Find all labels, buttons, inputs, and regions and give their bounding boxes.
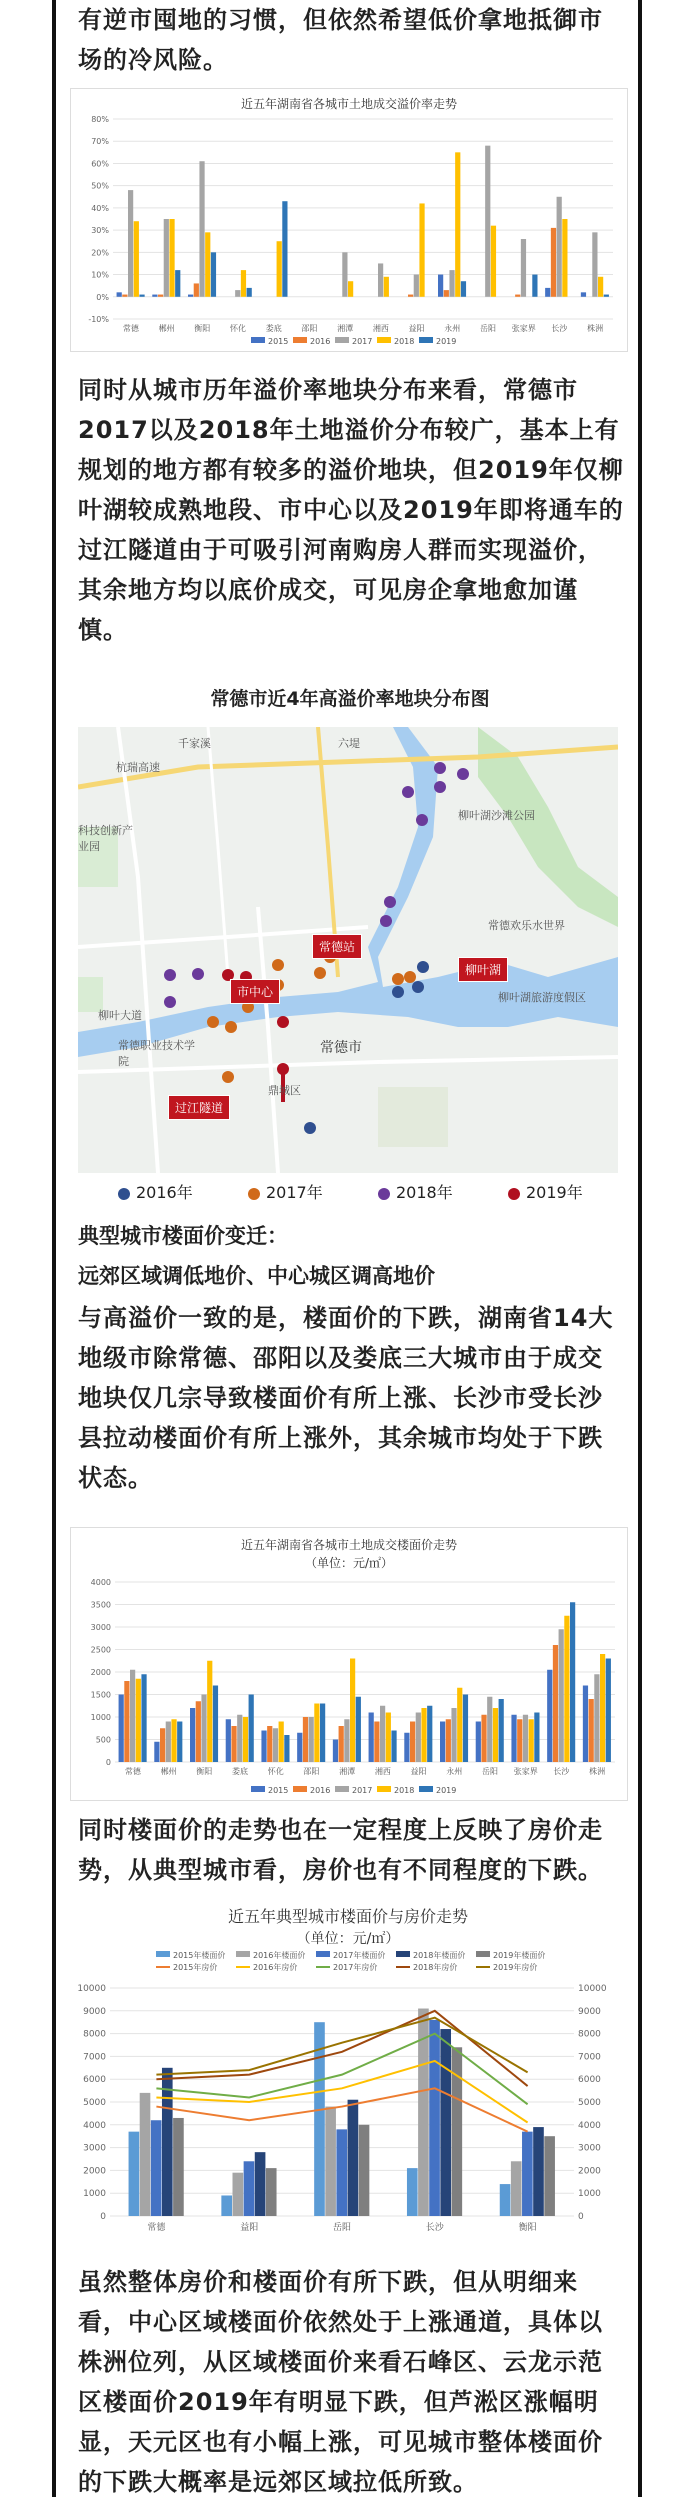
- legend-label: 2016: [310, 337, 331, 346]
- x-tick-label: 湘潭: [337, 324, 354, 333]
- y-tick-label: 2500: [90, 1645, 111, 1655]
- bar: [141, 1674, 146, 1762]
- bar: [446, 1719, 451, 1762]
- x-tick-label: 娄底: [232, 1767, 248, 1776]
- bar: [241, 270, 246, 297]
- legend-label: 2019年房价: [493, 1963, 538, 1972]
- x-tick-label: 怀化: [230, 324, 246, 333]
- bar: [320, 1704, 325, 1763]
- legend-label: 2016年楼面价: [253, 1951, 306, 1960]
- bar: [487, 1697, 492, 1762]
- bar: [247, 288, 252, 297]
- map-place: 杭瑞高速: [116, 761, 160, 774]
- chart-subtitle: （单位：元/㎡）: [296, 1931, 400, 1947]
- bar: [386, 1713, 391, 1763]
- bar: [461, 281, 466, 297]
- x-tick-label: 湘潭: [339, 1767, 356, 1776]
- bar: [481, 1715, 486, 1762]
- legend-item-2019: [508, 1180, 583, 1203]
- legend-swatch: [293, 1786, 307, 1792]
- bar: [158, 295, 163, 297]
- bar: [325, 2107, 336, 2216]
- bar: [205, 232, 210, 296]
- legend-swatch: [476, 1951, 490, 1957]
- x-tick-label: 常德: [122, 324, 139, 333]
- x-tick-label: 岳阳: [480, 324, 496, 333]
- bar: [196, 1701, 201, 1762]
- bar: [140, 2093, 151, 2216]
- bar: [534, 1713, 539, 1763]
- y-tick-label: 4000: [83, 2120, 106, 2131]
- legend-item-2017: [248, 1180, 323, 1203]
- map-place: 常德市: [320, 1040, 362, 1056]
- house-price-chart: [70, 1898, 626, 2240]
- bar: [410, 1722, 415, 1763]
- x-tick-label: 邵阳: [301, 324, 318, 333]
- bar: [235, 290, 240, 297]
- legend-label: 2018年楼面价: [413, 1951, 466, 1960]
- bar: [545, 288, 550, 297]
- y-tick-label: 7000: [83, 2052, 106, 2063]
- bar: [201, 1695, 206, 1763]
- legend-item-2018: [378, 1180, 453, 1203]
- bar: [266, 2168, 277, 2216]
- bar: [500, 2184, 511, 2216]
- heading-1: 典型城市楼面价变迁：: [78, 1224, 288, 1248]
- chart-subtitle: （单位：元/㎡）: [304, 1556, 394, 1570]
- y2-tick-label: 3000: [578, 2143, 601, 2154]
- bar: [604, 295, 609, 297]
- bar: [592, 232, 597, 296]
- bar: [128, 190, 133, 297]
- legend-swatch: [377, 1786, 391, 1792]
- x-tick-label: 湘西: [372, 324, 389, 333]
- legend-label: 2019年楼面价: [493, 1951, 546, 1960]
- map-place: 柳叶湖旅游度假区: [498, 991, 586, 1004]
- map-caption: 常德市近4年高溢价率地块分布图: [210, 688, 490, 710]
- legend-dot: [378, 1188, 390, 1200]
- bar: [243, 1717, 248, 1762]
- x-tick-label: 长沙: [551, 324, 568, 333]
- y-tick-label: 50%: [91, 181, 109, 191]
- y-tick-label: 3000: [90, 1623, 111, 1632]
- x-tick-label: 湘西: [374, 1767, 391, 1776]
- legend-swatch: [293, 337, 307, 343]
- y2-tick-label: 2000: [578, 2166, 601, 2177]
- bar: [226, 1719, 231, 1762]
- bar: [244, 2161, 255, 2216]
- y-tick-label: 1000: [83, 2189, 106, 2200]
- map-place: 柳叶大道: [98, 1009, 142, 1022]
- bar: [130, 1670, 135, 1762]
- x-tick-label: 邵阳: [303, 1767, 320, 1776]
- bar: [231, 1726, 236, 1762]
- legend-swatch: [251, 337, 265, 343]
- y-tick-label: 0%: [96, 292, 109, 302]
- line-series: [156, 2061, 527, 2123]
- bar: [336, 2129, 347, 2216]
- bar: [122, 295, 127, 297]
- bar: [438, 275, 443, 297]
- map-place: 常德欢乐水世界: [488, 919, 565, 932]
- y-tick-label: 60%: [91, 159, 109, 169]
- map-tag-liuye-lake: 柳叶湖: [458, 957, 508, 982]
- bar: [581, 292, 586, 296]
- y-tick-label: 4000: [90, 1578, 111, 1587]
- legend-swatch: [419, 1786, 433, 1792]
- legend-swatch: [419, 337, 433, 343]
- bar: [277, 241, 282, 297]
- bar: [273, 1728, 278, 1762]
- legend-swatch: [156, 1951, 170, 1957]
- bar: [391, 1731, 396, 1763]
- x-tick-label: 永州: [444, 324, 461, 333]
- bar: [267, 1726, 272, 1762]
- bar: [449, 270, 454, 297]
- heading-2: 远郊区域调低地价、中心城区调高地价: [78, 1264, 435, 1288]
- bar: [416, 1713, 421, 1763]
- bar: [378, 263, 383, 296]
- premium-rate-svg: [71, 89, 627, 351]
- x-tick-label: 郴州: [158, 324, 175, 333]
- y-tick-label: 3500: [90, 1600, 111, 1610]
- bar: [279, 1722, 284, 1763]
- bar: [515, 295, 520, 297]
- y2-tick-label: 8000: [578, 2029, 601, 2040]
- bar: [589, 1699, 594, 1762]
- bar: [173, 2118, 184, 2216]
- bar: [232, 2173, 243, 2216]
- map-tag-river-tunnel: 过江隧道: [168, 1095, 230, 1120]
- bar: [152, 295, 157, 297]
- y-tick-label: 10000: [77, 1984, 106, 1994]
- bar: [451, 1708, 456, 1762]
- y-tick-label: 1500: [90, 1690, 111, 1700]
- x-tick-label: 衡阳: [518, 2223, 537, 2233]
- bar: [440, 2029, 451, 2216]
- bar: [444, 290, 449, 297]
- legend-dot: [248, 1188, 260, 1200]
- legend-label: 2019: [436, 1786, 457, 1795]
- legend-swatch: [335, 1786, 349, 1792]
- legend-swatch: [251, 1786, 265, 1792]
- bar: [380, 1706, 385, 1762]
- bar: [598, 277, 603, 297]
- y-tick-label: 3000: [83, 2143, 106, 2154]
- bar: [547, 1670, 552, 1762]
- y2-tick-label: 9000: [578, 2006, 601, 2017]
- line-series: [156, 2034, 527, 2105]
- bar: [553, 1645, 558, 1762]
- bar: [169, 219, 174, 297]
- bar: [190, 1708, 195, 1762]
- map-place: 六堤: [338, 737, 360, 750]
- paragraph-1: 有逆市囤地的习惯，但依然希望低价拿地抵御市场的冷风险。: [78, 6, 603, 74]
- bar: [427, 1706, 432, 1762]
- paragraph-3: 与高溢价一致的是，楼面价的下跌，湖南省14大地级市除常德、邵阳以及娄底三大城市由于成交地块仅几宗导致楼面价有所上涨、长沙市受长沙县拉动楼面价有所上涨外，其余城市均处于下跌状态。: [78, 1304, 614, 1492]
- y-tick-label: 1000: [90, 1713, 111, 1722]
- bar: [350, 1659, 355, 1763]
- x-tick-label: 益阳: [240, 2223, 259, 2233]
- map-tag-changde-station: 常德站: [312, 934, 362, 959]
- floor-price-svg: [71, 1528, 627, 1800]
- bar: [491, 226, 496, 297]
- bar: [511, 1715, 516, 1762]
- x-tick-label: 常德: [147, 2223, 166, 2233]
- house-price-svg: [70, 1898, 626, 2240]
- paragraph-2: 同时从城市历年溢价率地块分布来看，常德市2017以及2018年土地溢价分布较广，基本上有规划的地方都有较多的溢价地块，但2019年仅柳叶湖较成熟地段、市中心以及2019年即将通车的过江隧道由于可吸引河南购房人群而实现溢价，其余地方均以底价成交，可见房企拿地愈加谨慎。: [78, 376, 624, 644]
- bar: [309, 1717, 314, 1762]
- legend-label: 2017年: [266, 1183, 323, 1202]
- legend-dot: [118, 1188, 130, 1200]
- bar: [237, 1715, 242, 1762]
- y-tick-label: 0: [100, 2212, 106, 2222]
- bar: [384, 277, 389, 297]
- bar: [348, 281, 353, 297]
- bar: [314, 1704, 319, 1763]
- bar: [339, 1726, 344, 1762]
- map-place: 鼎城区: [268, 1084, 301, 1097]
- bar: [551, 228, 556, 297]
- bar: [199, 161, 204, 297]
- paragraph-5: 虽然整体房价和楼面价有所下跌，但从明细来看，中心区域楼面价依然处于上涨通道，具体以株洲位列，从区域楼面价来看石峰区、云龙示范区楼面价2019年有明显下跌，但芦淞区涨幅明显，天元区也有小幅上涨，可见城市整体楼面价的下跌大概率是远郊区域拉低所致。: [78, 2268, 603, 2496]
- bar: [522, 2132, 533, 2216]
- x-tick-label: 衡阳: [196, 1767, 213, 1776]
- y2-tick-label: 7000: [578, 2052, 601, 2063]
- legend-label: 2015: [268, 1786, 289, 1795]
- bar: [359, 2125, 370, 2216]
- legend-label: 2016: [310, 1786, 331, 1795]
- x-tick-label: 怀化: [267, 1767, 284, 1776]
- legend-label: 2016年房价: [253, 1963, 298, 1972]
- bar: [194, 283, 199, 296]
- chart-title: 近五年湖南省各城市土地成交溢价率走势: [240, 97, 457, 111]
- bar: [356, 1697, 361, 1762]
- x-tick-label: 郴州: [160, 1767, 177, 1776]
- bar: [117, 292, 122, 296]
- bar: [440, 1722, 445, 1763]
- x-tick-label: 张家界: [511, 324, 536, 333]
- x-tick-label: 岳阳: [482, 1767, 498, 1776]
- bar: [139, 295, 144, 297]
- bar: [164, 219, 169, 297]
- bar: [348, 2100, 359, 2216]
- bar: [211, 252, 216, 296]
- bar: [533, 2127, 544, 2216]
- bar: [213, 1686, 218, 1763]
- bar: [594, 1674, 599, 1762]
- bar: [583, 1686, 588, 1763]
- legend-label: 2015年楼面价: [173, 1951, 226, 1960]
- y-tick-label: 80%: [91, 115, 109, 124]
- bar: [175, 270, 180, 297]
- legend-label: 2018年房价: [413, 1963, 458, 1972]
- map-place: 常德职业技术学院: [118, 1039, 195, 1068]
- bar: [154, 1742, 159, 1762]
- bar: [600, 1654, 605, 1762]
- y2-tick-label: 0: [578, 2212, 584, 2222]
- bar: [485, 146, 490, 297]
- x-tick-label: 益阳: [410, 1767, 427, 1776]
- legend-label: 2019: [436, 337, 457, 346]
- y-tick-label: 5000: [83, 2098, 106, 2108]
- bar: [408, 295, 413, 297]
- bar: [414, 275, 419, 297]
- legend-label: 2017年房价: [333, 1963, 378, 1972]
- bar: [177, 1722, 182, 1763]
- legend-label: 2019年: [526, 1183, 583, 1202]
- legend-label: 2018: [394, 337, 415, 346]
- legend-label: 2016年: [136, 1183, 193, 1202]
- x-tick-label: 娄底: [265, 324, 282, 333]
- bar: [523, 1715, 528, 1762]
- bar: [532, 275, 537, 297]
- legend-dot: [508, 1188, 520, 1200]
- bar: [249, 1695, 254, 1763]
- bar: [407, 2168, 418, 2216]
- y-tick-label: 70%: [91, 137, 109, 147]
- bar: [559, 1629, 564, 1762]
- legend-swatch: [396, 1951, 410, 1957]
- floor-price-chart: [70, 1527, 628, 1801]
- x-tick-label: 张家界: [513, 1767, 538, 1776]
- map-place: 千家溪: [178, 737, 211, 750]
- bar: [333, 1740, 338, 1763]
- x-tick-label: 长沙: [553, 1767, 570, 1776]
- bar: [404, 1733, 409, 1762]
- bar: [284, 1735, 289, 1762]
- bar: [151, 2120, 162, 2216]
- map-tag-city-center: 市中心: [230, 979, 280, 1004]
- bar: [134, 221, 139, 297]
- bar: [511, 2161, 522, 2216]
- chart-title: 近五年典型城市楼面价与房价走势: [227, 1907, 468, 1926]
- bar: [463, 1695, 468, 1763]
- bar: [166, 1722, 171, 1763]
- y2-tick-label: 6000: [578, 2075, 601, 2086]
- legend-swatch: [377, 337, 391, 343]
- bar: [419, 203, 424, 296]
- bar: [188, 295, 193, 297]
- y2-tick-label: 1000: [578, 2189, 601, 2200]
- bar: [342, 252, 347, 296]
- y-tick-label: 8000: [83, 2029, 106, 2040]
- x-tick-label: 益阳: [408, 324, 425, 333]
- bar: [606, 1659, 611, 1763]
- y-tick-label: -10%: [88, 315, 109, 324]
- legend-label: 2018: [394, 1786, 415, 1795]
- premium-rate-chart: [70, 88, 628, 352]
- bar: [557, 197, 562, 297]
- bar: [476, 1722, 481, 1763]
- y2-tick-label: 10000: [578, 1984, 607, 1994]
- y-tick-label: 2000: [90, 1668, 111, 1677]
- legend-swatch: [236, 1951, 250, 1957]
- x-tick-label: 衡阳: [194, 324, 211, 333]
- chart-title: 近五年湖南省各城市土地成交楼面价走势: [240, 1538, 457, 1552]
- y-tick-label: 10%: [91, 270, 109, 280]
- y-tick-label: 40%: [91, 203, 109, 213]
- legend-swatch: [335, 337, 349, 343]
- legend-label: 2015年房价: [173, 1963, 218, 1972]
- bar: [261, 1731, 266, 1763]
- bar: [457, 1688, 462, 1762]
- bar: [493, 1708, 498, 1762]
- bar: [529, 1719, 534, 1762]
- x-tick-label: 长沙: [425, 2223, 444, 2233]
- bar: [255, 2152, 266, 2216]
- legend-label: 2017: [352, 1786, 373, 1795]
- bar: [171, 1719, 176, 1762]
- y2-tick-label: 5000: [578, 2098, 601, 2108]
- bar: [499, 1699, 504, 1762]
- legend-label: 2018年: [396, 1183, 453, 1202]
- bar: [564, 1616, 569, 1762]
- bar: [297, 1733, 302, 1762]
- bar: [562, 219, 567, 297]
- bar: [544, 2136, 555, 2216]
- y-tick-label: 6000: [83, 2075, 106, 2086]
- y-tick-label: 30%: [91, 226, 109, 236]
- bar: [374, 1722, 379, 1763]
- bar: [455, 152, 460, 296]
- map-place: 柳叶湖沙滩公园: [458, 809, 535, 822]
- bar: [570, 1602, 575, 1762]
- bar: [303, 1717, 308, 1762]
- bar: [160, 1728, 165, 1762]
- x-tick-label: 永州: [446, 1767, 463, 1776]
- map-place: 科技创新产业园: [78, 824, 133, 853]
- y2-tick-label: 4000: [578, 2120, 601, 2131]
- bar: [136, 1679, 141, 1762]
- bar: [521, 239, 526, 297]
- bar: [421, 1708, 426, 1762]
- legend-label: 2015: [268, 337, 289, 346]
- bar: [129, 2132, 140, 2216]
- legend-label: 2017年楼面价: [333, 1951, 386, 1960]
- x-tick-label: 株洲: [587, 324, 604, 333]
- y-tick-label: 0: [105, 1758, 111, 1767]
- paragraph-4: 同时楼面价的走势也在一定程度上反映了房价走势，从典型城市看，房价也有不同程度的下跌。: [78, 1816, 603, 1884]
- legend-swatch: [316, 1951, 330, 1957]
- bar: [124, 1681, 129, 1762]
- bar: [221, 2195, 232, 2216]
- bar: [429, 2020, 440, 2216]
- x-tick-label: 岳阳: [332, 2223, 352, 2233]
- y-tick-label: 500: [95, 1735, 111, 1745]
- y-tick-label: 20%: [91, 248, 109, 258]
- x-tick-label: 株洲: [589, 1767, 606, 1776]
- bar: [517, 1719, 522, 1762]
- y-tick-label: 9000: [83, 2006, 106, 2017]
- bar: [119, 1695, 124, 1763]
- bar: [344, 1719, 349, 1762]
- bar: [207, 1661, 212, 1762]
- y-tick-label: 2000: [83, 2166, 106, 2177]
- premium-parcel-map: [78, 727, 618, 1173]
- x-tick-label: 常德: [124, 1767, 141, 1776]
- legend-item-2016: [118, 1180, 193, 1203]
- bar: [282, 201, 287, 297]
- bar: [369, 1713, 374, 1763]
- line-series: [156, 2018, 527, 2075]
- legend-label: 2017: [352, 337, 373, 346]
